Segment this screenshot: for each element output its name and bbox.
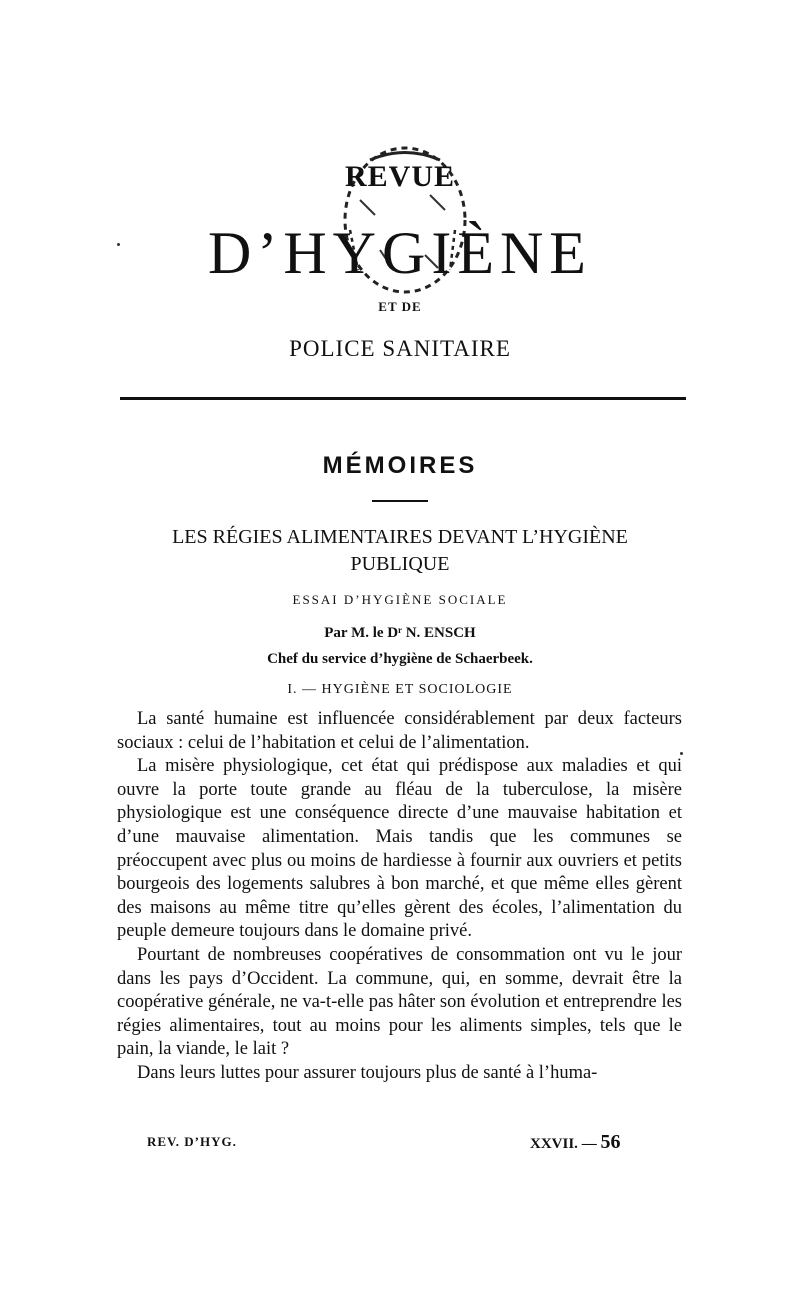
byline: Par M. le Dʳ N. ENSCH bbox=[324, 625, 476, 641]
essay-label: ESSAI D’HYGIÈNE SOCIALE bbox=[292, 592, 508, 607]
paragraph: La santé humaine est influencée considérablement par deux facteurs sociaux : celui de l’habitation et celui de l’alimentation. bbox=[117, 709, 682, 753]
journal-title: D’HYGIÈNE bbox=[208, 220, 592, 286]
print-speck bbox=[117, 243, 120, 246]
author-affiliation: Chef du service d’hygiène de Schaerbeek. bbox=[267, 651, 533, 667]
running-footer-journal: REV. D’HYG. bbox=[147, 1134, 237, 1149]
page-number: 56 bbox=[600, 1131, 621, 1153]
part-heading: I. — HYGIÈNE ET SOCIOLOGIE bbox=[287, 682, 513, 697]
journal-subtitle: POLICE SANITAIRE bbox=[289, 336, 511, 361]
running-footer-volume bbox=[530, 1131, 620, 1154]
header-divider bbox=[120, 397, 686, 400]
paragraph: Dans leurs luttes pour assurer toujours plus de santé à l’huma- bbox=[137, 1062, 598, 1083]
volume-number: XXVII. bbox=[530, 1136, 578, 1152]
journal-header-top: REVUE bbox=[344, 160, 455, 193]
journal-et-de: ET DE bbox=[378, 299, 422, 314]
paragraph: Pourtant de nombreuses coopératives de consommation ont vu le jour dans les pays d’Occident. La commune, qui, en somme, devrait être la coopérative générale, ne va-t-elle pas hâter son évolution et entreprendre les régies alimentaires, tout au moins pour les aliments simples, tels que le pain, la viande, le lait ? bbox=[117, 944, 682, 1060]
footer-dash: — bbox=[581, 1136, 597, 1152]
article-body bbox=[117, 708, 682, 1086]
section-divider bbox=[372, 500, 428, 502]
section-heading: MÉMOIRES bbox=[322, 452, 478, 479]
article-title: LES RÉGIES ALIMENTAIRES DEVANT L’HYGIÈNE PUBLIQUE bbox=[172, 526, 628, 575]
paragraph: La misère physiologique, cet état qui prédispose aux maladies et qui ouvre la porte toute grande au fléau de la tuberculose, la misère physiologique est une conséquence directe d’une mauvaise habitation et d’une mauvaise alimentation. Mais tandis que les communes se préoccupent avec plus ou moins de hardiesse à fournir aux ouvriers et petits bourgeois des logements salubres à bon marché, et que même elles gèrent des maisons au même titre qu’elles gèrent des écoles, l’alimentation du peuple demeure toujours dans le domaine privé. bbox=[117, 756, 682, 942]
print-speck bbox=[680, 752, 683, 755]
